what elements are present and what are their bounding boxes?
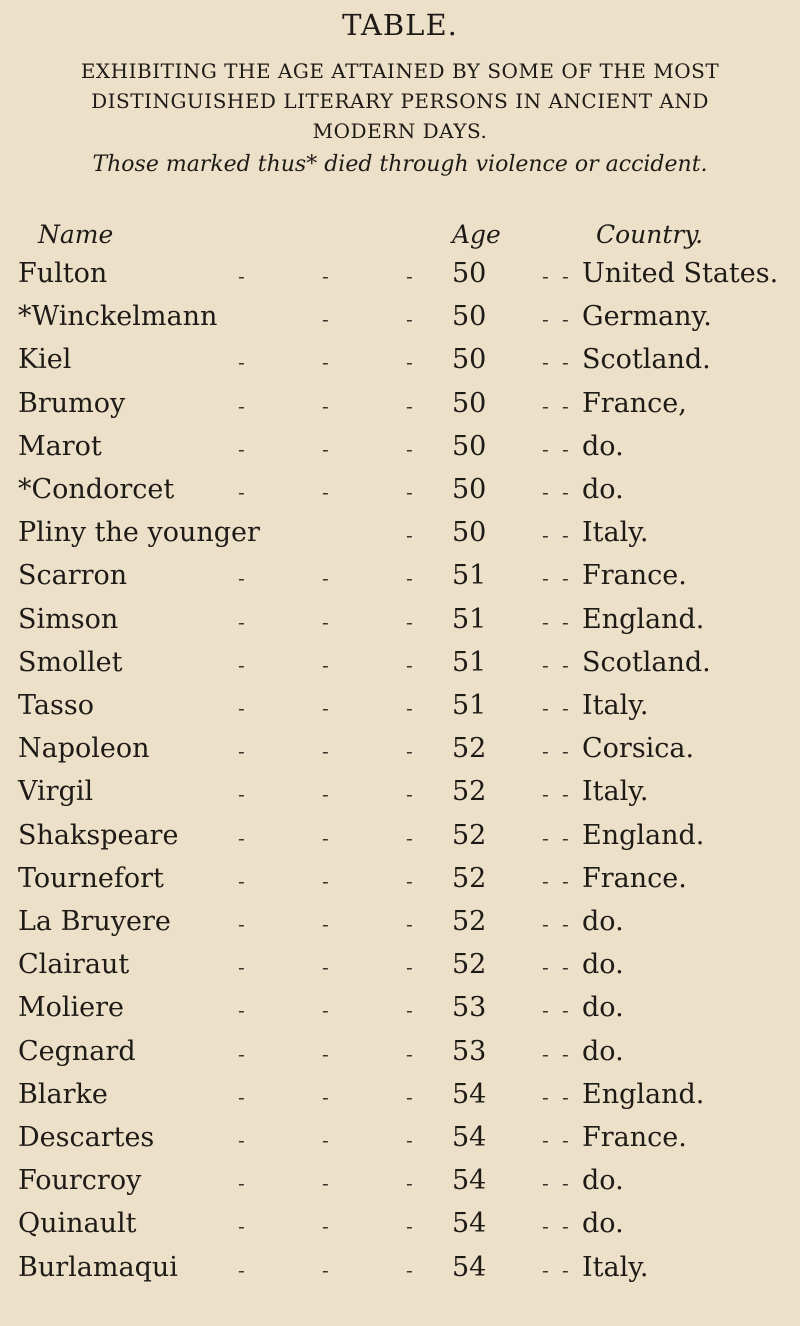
age-cell: 52 bbox=[452, 733, 487, 765]
leader-dash: - bbox=[406, 955, 413, 980]
subtitle-line: MODERN DAYS. bbox=[312, 119, 488, 143]
table-row bbox=[0, 647, 800, 687]
leader-dash: - bbox=[322, 393, 329, 418]
name-cell: Kiel bbox=[18, 344, 72, 376]
leader-dash: - bbox=[322, 868, 329, 893]
leader-dash: - bbox=[562, 782, 569, 807]
name-cell: Blarke bbox=[18, 1078, 108, 1110]
country-cell: do. bbox=[582, 949, 624, 981]
age-cell: 54 bbox=[452, 1165, 487, 1197]
leader-dash: - bbox=[562, 955, 569, 980]
leader-dash: - bbox=[322, 1084, 329, 1109]
country-cell: Italy. bbox=[582, 690, 649, 721]
country-cell: do. bbox=[582, 430, 624, 462]
column-header-age: Age bbox=[452, 220, 501, 249]
leader-dash: - bbox=[562, 696, 569, 720]
country-cell: do. bbox=[582, 992, 624, 1024]
table-row bbox=[0, 1036, 800, 1076]
leader-dash: - bbox=[322, 350, 329, 375]
leader-dash: - bbox=[238, 393, 245, 418]
leader-dash: - bbox=[238, 955, 245, 980]
leader-dash: - bbox=[322, 566, 329, 591]
subtitle-line: EXHIBITING THE AGE ATTAINED BY SOME OF THE MOST bbox=[80, 59, 720, 83]
leader-dash: - bbox=[542, 1171, 549, 1196]
leader-dash: - bbox=[322, 1041, 329, 1066]
country-cell: do. bbox=[582, 1208, 624, 1240]
leader-dash: - bbox=[562, 825, 569, 850]
leader-dash: - bbox=[542, 1257, 549, 1282]
table-row bbox=[0, 560, 800, 600]
leader-dash: - bbox=[238, 652, 245, 677]
leader-dash: - bbox=[406, 350, 413, 375]
age-cell: 52 bbox=[452, 906, 487, 937]
leader-dash: - bbox=[238, 782, 245, 807]
country-cell: do. bbox=[582, 474, 624, 505]
name-cell: Napoleon bbox=[18, 733, 150, 765]
leader-dash: - bbox=[562, 998, 569, 1023]
leader-dash: - bbox=[238, 825, 245, 850]
country-cell: France. bbox=[582, 862, 687, 894]
age-cell: 54 bbox=[452, 1208, 487, 1240]
leader-dash: - bbox=[406, 1128, 413, 1152]
leader-dash: - bbox=[322, 264, 329, 288]
leader-dash: - bbox=[238, 609, 245, 634]
table-row bbox=[0, 258, 800, 298]
age-cell: 50 bbox=[452, 301, 487, 333]
leader-dash: - bbox=[322, 912, 329, 936]
leader-dash: - bbox=[562, 868, 569, 893]
age-cell: 52 bbox=[452, 776, 487, 808]
leader-dash: - bbox=[406, 480, 413, 504]
country-cell: Corsica. bbox=[582, 733, 695, 765]
leader-dash: - bbox=[562, 652, 569, 677]
leader-dash: - bbox=[562, 436, 569, 461]
leader-dash: - bbox=[562, 1128, 569, 1152]
leader-dash: - bbox=[562, 566, 569, 591]
leader-dash: - bbox=[406, 696, 413, 720]
name-cell: Smollet bbox=[18, 646, 123, 678]
name-cell: Simson bbox=[18, 603, 119, 635]
leader-dash: - bbox=[542, 523, 549, 548]
country-cell: France, bbox=[582, 387, 687, 419]
leader-dash: - bbox=[562, 912, 569, 936]
leader-dash: - bbox=[322, 1171, 329, 1196]
subtitle-line: DISTINGUISHED LITERARY PERSONS IN ANCIENT AND bbox=[91, 89, 709, 113]
table-row bbox=[0, 820, 800, 860]
table-row bbox=[0, 474, 800, 514]
name-cell: Fulton bbox=[18, 258, 108, 289]
leader-dash: - bbox=[542, 480, 549, 504]
leader-dash: - bbox=[406, 523, 413, 548]
age-cell: 54 bbox=[452, 1122, 487, 1153]
age-cell: 50 bbox=[452, 474, 487, 505]
leader-dash: - bbox=[238, 868, 245, 893]
leader-dash: - bbox=[562, 307, 569, 332]
leader-dash: - bbox=[542, 998, 549, 1023]
name-cell: Moliere bbox=[18, 992, 125, 1024]
age-cell: 51 bbox=[452, 603, 487, 635]
age-cell: 52 bbox=[452, 949, 487, 981]
leader-dash: - bbox=[406, 436, 413, 461]
leader-dash: - bbox=[562, 1171, 569, 1196]
leader-dash: - bbox=[322, 955, 329, 980]
leader-dash: - bbox=[562, 1041, 569, 1066]
leader-dash: - bbox=[238, 1084, 245, 1109]
leader-dash: - bbox=[542, 609, 549, 634]
leader-dash: - bbox=[542, 1041, 549, 1066]
leader-dash: - bbox=[406, 782, 413, 807]
age-cell: 50 bbox=[452, 258, 487, 289]
name-cell: *Condorcet bbox=[18, 474, 175, 505]
leader-dash: - bbox=[238, 566, 245, 591]
leader-dash: - bbox=[562, 393, 569, 418]
leader-dash: - bbox=[562, 1214, 569, 1239]
name-cell: Burlamaqui bbox=[18, 1251, 178, 1283]
leader-dash: - bbox=[542, 739, 549, 764]
leader-dash: - bbox=[562, 264, 569, 288]
leader-dash: - bbox=[238, 1214, 245, 1239]
leader-dash: - bbox=[322, 782, 329, 807]
leader-dash: - bbox=[542, 1128, 549, 1152]
name-cell: Pliny the younger bbox=[18, 517, 260, 549]
column-header-name: Name bbox=[38, 220, 114, 249]
table-row bbox=[0, 906, 800, 946]
age-cell: 54 bbox=[452, 1078, 487, 1110]
column-header-country: Country. bbox=[596, 220, 704, 249]
table-row bbox=[0, 690, 800, 730]
leader-dash: - bbox=[322, 1257, 329, 1282]
country-cell: United States. bbox=[582, 258, 779, 289]
leader-dash: - bbox=[542, 1084, 549, 1109]
leader-dash: - bbox=[238, 912, 245, 936]
country-cell: Italy. bbox=[582, 776, 649, 808]
table-row bbox=[0, 733, 800, 773]
leader-dash: - bbox=[238, 350, 245, 375]
leader-dash: - bbox=[406, 393, 413, 418]
age-cell: 50 bbox=[452, 387, 487, 419]
country-cell: France. bbox=[582, 1122, 687, 1153]
leader-dash: - bbox=[406, 652, 413, 677]
country-cell: Scotland. bbox=[582, 344, 711, 376]
table-row bbox=[0, 992, 800, 1032]
leader-dash: - bbox=[322, 609, 329, 634]
leader-dash: - bbox=[238, 998, 245, 1023]
leader-dash: - bbox=[542, 825, 549, 850]
table-row bbox=[0, 604, 800, 644]
leader-dash: - bbox=[322, 825, 329, 850]
age-cell: 50 bbox=[452, 344, 487, 376]
leader-dash: - bbox=[542, 782, 549, 807]
leader-dash: - bbox=[542, 1214, 549, 1239]
leader-dash: - bbox=[562, 1084, 569, 1109]
leader-dash: - bbox=[562, 609, 569, 634]
leader-dash: - bbox=[238, 1128, 245, 1152]
leader-dash: - bbox=[322, 307, 329, 332]
leader-dash: - bbox=[322, 480, 329, 504]
table-row bbox=[0, 388, 800, 428]
name-cell: Fourcroy bbox=[18, 1165, 142, 1197]
leader-dash: - bbox=[406, 868, 413, 893]
age-cell: 50 bbox=[452, 517, 487, 549]
leader-dash: - bbox=[238, 480, 245, 504]
table-row bbox=[0, 517, 800, 557]
leader-dash: - bbox=[542, 652, 549, 677]
leader-dash: - bbox=[542, 868, 549, 893]
leader-dash: - bbox=[406, 566, 413, 591]
leader-dash: - bbox=[562, 1257, 569, 1282]
leader-dash: - bbox=[542, 393, 549, 418]
table-row bbox=[0, 1252, 800, 1292]
age-cell: 51 bbox=[452, 646, 487, 678]
leader-dash: - bbox=[238, 1041, 245, 1066]
country-cell: England. bbox=[582, 819, 705, 851]
name-cell: Shakspeare bbox=[18, 819, 179, 851]
leader-dash: - bbox=[238, 739, 245, 764]
country-cell: Germany. bbox=[582, 301, 712, 333]
leader-dash: - bbox=[542, 696, 549, 720]
leader-dash: - bbox=[406, 264, 413, 288]
leader-dash: - bbox=[322, 998, 329, 1023]
country-cell: England. bbox=[582, 603, 705, 635]
name-cell: Brumoy bbox=[18, 387, 126, 419]
name-cell: Virgil bbox=[18, 776, 94, 808]
country-cell: France. bbox=[582, 560, 687, 592]
country-cell: Scotland. bbox=[582, 646, 711, 678]
table-row bbox=[0, 949, 800, 989]
name-cell: Tasso bbox=[18, 690, 94, 721]
leader-dash: - bbox=[542, 566, 549, 591]
leader-dash: - bbox=[238, 1257, 245, 1282]
name-cell: La Bruyere bbox=[18, 906, 171, 937]
age-cell: 54 bbox=[452, 1251, 487, 1283]
leader-dash: - bbox=[406, 825, 413, 850]
name-cell: Tournefort bbox=[18, 862, 164, 894]
leader-dash: - bbox=[406, 1171, 413, 1196]
age-cell: 53 bbox=[452, 1035, 487, 1067]
leader-dash: - bbox=[406, 1041, 413, 1066]
leader-dash: - bbox=[322, 739, 329, 764]
name-cell: Scarron bbox=[18, 560, 128, 592]
leader-dash: - bbox=[542, 350, 549, 375]
table-row bbox=[0, 776, 800, 816]
name-cell: Quinault bbox=[18, 1208, 137, 1240]
table-row bbox=[0, 1165, 800, 1205]
leader-dash: - bbox=[322, 436, 329, 461]
leader-dash: - bbox=[562, 523, 569, 548]
name-cell: Cegnard bbox=[18, 1035, 136, 1067]
table-row bbox=[0, 301, 800, 341]
leader-dash: - bbox=[322, 652, 329, 677]
leader-dash: - bbox=[322, 696, 329, 720]
age-cell: 52 bbox=[452, 862, 487, 894]
violence-note: Those marked thus* died through violence or accident. bbox=[92, 152, 708, 177]
leader-dash: - bbox=[406, 609, 413, 634]
page-subtitle bbox=[0, 56, 800, 146]
country-cell: Italy. bbox=[582, 1251, 649, 1283]
leader-dash: - bbox=[406, 1257, 413, 1282]
leader-dash: - bbox=[406, 307, 413, 332]
leader-dash: - bbox=[238, 1171, 245, 1196]
leader-dash: - bbox=[542, 307, 549, 332]
name-cell: Clairaut bbox=[18, 949, 130, 981]
table-row bbox=[0, 344, 800, 384]
name-cell: Marot bbox=[18, 430, 102, 462]
country-cell: England. bbox=[582, 1078, 705, 1110]
country-cell: do. bbox=[582, 906, 624, 937]
leader-dash: - bbox=[542, 955, 549, 980]
leader-dash: - bbox=[542, 912, 549, 936]
name-cell: Descartes bbox=[18, 1122, 155, 1153]
table-row bbox=[0, 1208, 800, 1248]
leader-dash: - bbox=[542, 436, 549, 461]
leader-dash: - bbox=[562, 350, 569, 375]
age-cell: 52 bbox=[452, 819, 487, 851]
table-row bbox=[0, 431, 800, 471]
leader-dash: - bbox=[322, 1128, 329, 1152]
age-cell: 51 bbox=[452, 690, 487, 721]
leader-dash: - bbox=[562, 739, 569, 764]
country-cell: Italy. bbox=[582, 517, 649, 549]
table-row bbox=[0, 1079, 800, 1119]
age-cell: 50 bbox=[452, 430, 487, 462]
leader-dash: - bbox=[406, 998, 413, 1023]
leader-dash: - bbox=[542, 264, 549, 288]
country-cell: do. bbox=[582, 1035, 624, 1067]
leader-dash: - bbox=[238, 696, 245, 720]
leader-dash: - bbox=[406, 912, 413, 936]
table-row bbox=[0, 1122, 800, 1162]
leader-dash: - bbox=[562, 480, 569, 504]
leader-dash: - bbox=[322, 1214, 329, 1239]
leader-dash: - bbox=[406, 739, 413, 764]
leader-dash: - bbox=[238, 436, 245, 461]
leader-dash: - bbox=[406, 1084, 413, 1109]
leader-dash: - bbox=[406, 1214, 413, 1239]
page-title: TABLE. bbox=[342, 8, 458, 42]
name-cell: *Winckelmann bbox=[18, 301, 218, 333]
age-cell: 51 bbox=[452, 560, 487, 592]
country-cell: do. bbox=[582, 1165, 624, 1197]
leader-dash: - bbox=[238, 264, 245, 288]
age-cell: 53 bbox=[452, 992, 487, 1024]
table-row bbox=[0, 863, 800, 903]
